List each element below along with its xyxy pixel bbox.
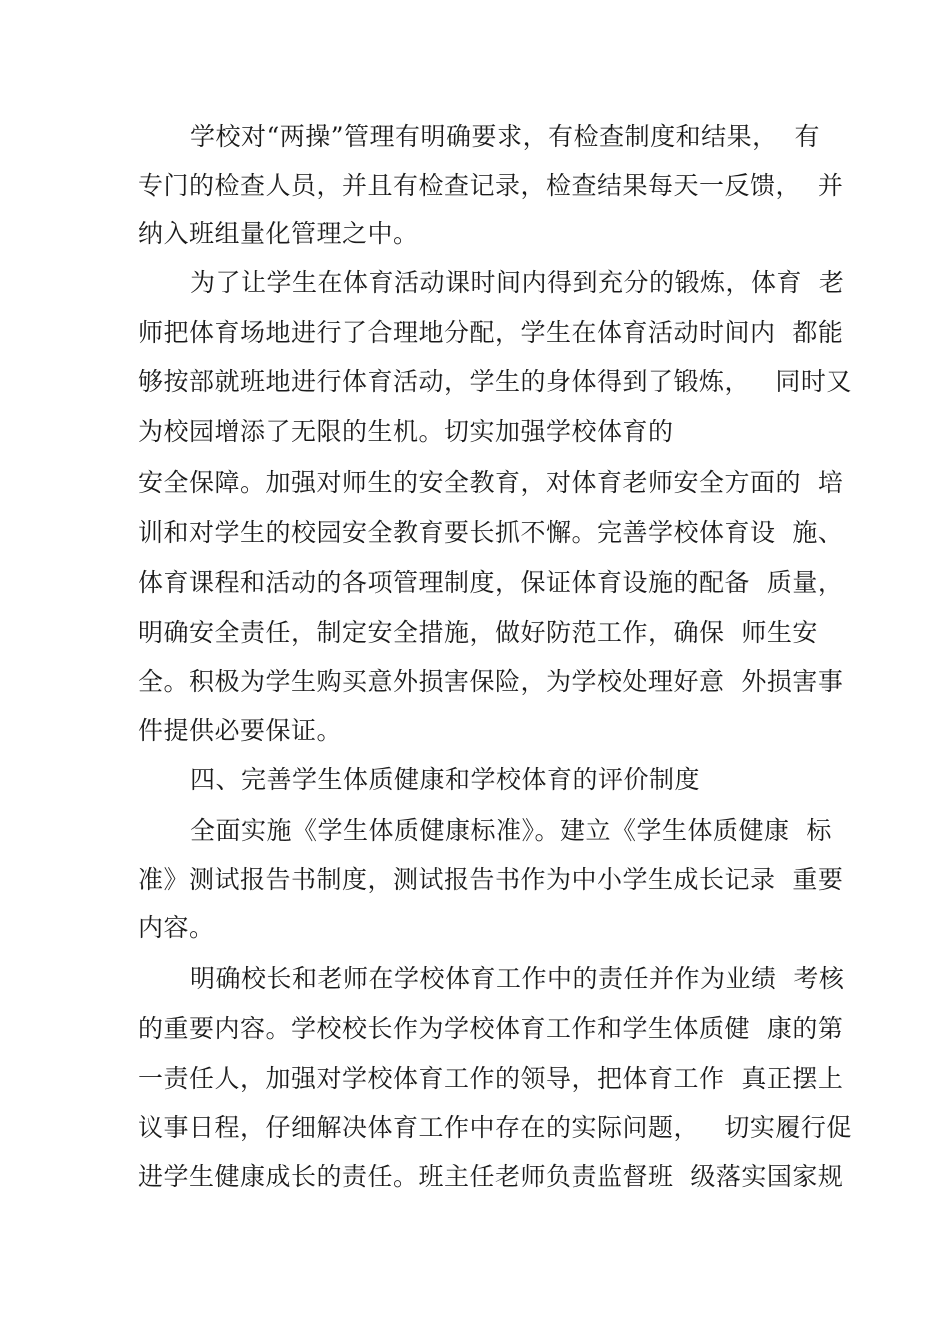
text-line-4: 为了让学生在体育活动课时间内得到充分的锻炼，体育 老	[190, 268, 845, 297]
text-line-7: 为校园增添了无限的生机。切实加强学校体育的	[138, 417, 674, 446]
section-heading: 四、完善学生体质健康和学校体育的评价制度	[190, 765, 701, 794]
text-line-11: 明确安全责任，制定安全措施，做好防范工作，确保 师生安	[138, 618, 818, 647]
text-line-10: 体育课程和活动的各项管理制度，保证体育设施的配备 质量，	[138, 568, 844, 597]
text-line-8: 安全保障。加强对师生的安全教育，对体育老师安全方面的 培	[138, 468, 844, 497]
text-line-3: 纳入班组量化管理之中。	[138, 219, 419, 248]
text-line-18: 明确校长和老师在学校体育工作中的责任并作为业绩 考核	[190, 964, 845, 993]
text-line-9: 训和对学生的校园安全教育要长抓不懈。完善学校体育设 施、	[138, 518, 844, 547]
text-line-22: 进学生健康成长的责任。班主任老师负责监督班 级落实国家规	[138, 1162, 844, 1191]
text-line-15: 全面实施《学生体质健康标准》。建立《学生体质健康 标	[190, 816, 832, 845]
text-line-19: 的重要内容。学校校长作为学校体育工作和学生体质健 康的第	[138, 1014, 844, 1043]
text-line-1: 学校对“两操”管理有明确要求，有检查制度和结果， 有	[190, 122, 820, 151]
text-line-20: 一责任人，加强对学校体育工作的领导，把体育工作 真正摆上	[138, 1064, 844, 1093]
text-line-5: 师把体育场地进行了合理地分配，学生在体育活动时间内 都能	[138, 318, 844, 347]
text-line-21: 议事日程，仔细解决体育工作中存在的实际问题， 切实履行促	[138, 1113, 852, 1142]
text-line-17: 内容。	[138, 913, 215, 942]
text-line-2: 专门的检查人员，并且有检查记录，检查结果每天一反馈， 并	[138, 171, 844, 200]
text-line-6: 够按部就班地进行体育活动，学生的身体得到了锻炼， 同时又	[138, 367, 852, 396]
text-line-12: 全。积极为学生购买意外损害保险，为学校处理好意 外损害事	[138, 667, 844, 696]
text-line-16: 准》测试报告书制度，测试报告书作为中小学生成长记录 重要	[138, 865, 844, 894]
text-line-13: 件提供必要保证。	[138, 716, 343, 745]
